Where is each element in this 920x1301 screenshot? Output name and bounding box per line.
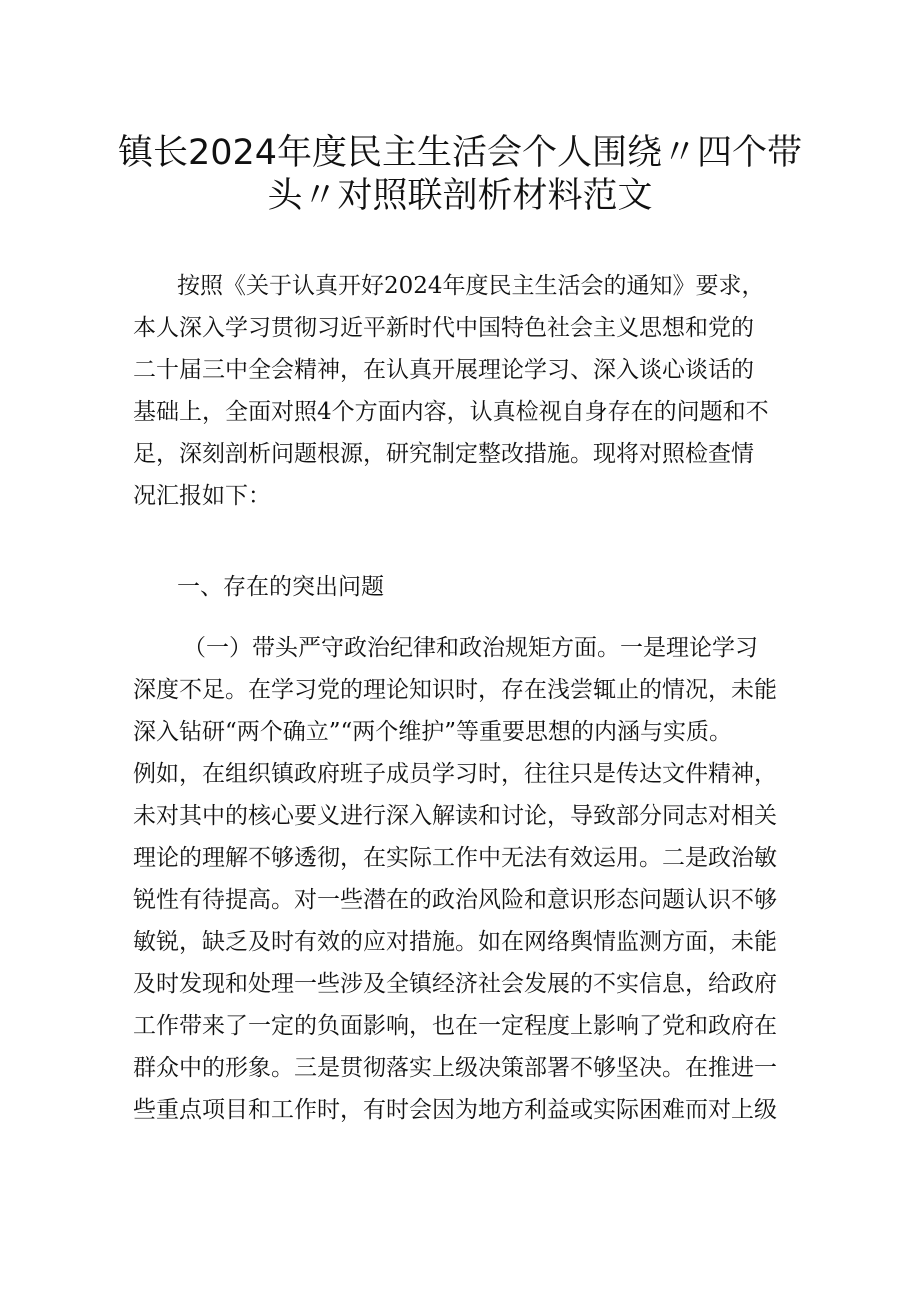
intro-line-4: 基础上，全面对照4个方面内容，认真检视自身存在的问题和不 — [133, 399, 769, 425]
intro-line-6: 况汇报如下： — [133, 483, 271, 509]
section-1-line-5: 未对其中的核心要义进行深入解读和讨论，导致部分同志对相关 — [133, 803, 777, 829]
intro-paragraph — [133, 265, 793, 517]
intro-line-2: 本人深入学习贯彻习近平新时代中国特色社会主义思想和党的 — [133, 315, 754, 341]
section-1-line-3: 深入钻研“两个确立”“两个维护”等重要思想的内涵与实质。 — [133, 719, 733, 745]
intro-line-1: 按照《关于认真开好2024年度民主生活会的通知》要求， — [177, 273, 765, 299]
section-1-line-8: 敏锐，缺乏及时有效的应对措施。如在网络舆情监测方面，未能 — [133, 929, 777, 955]
document-title-line-1: 镇长2024年度民主生活会个人围绕〃四个带 — [117, 133, 803, 173]
section-1-line-2: 深度不足。在学习党的理论知识时，存在浅尝辄止的情况，未能 — [133, 677, 777, 703]
intro-line-3: 二十届三中全会精神，在认真开展理论学习、深入谈心谈话的 — [133, 357, 754, 383]
section-1-line-12: 些重点项目和工作时，有时会因为地方利益或实际困难而对上级 — [133, 1097, 777, 1123]
section-1-line-6: 理论的理解不够透彻，在实际工作中无法有效运用。二是政治敏 — [133, 845, 777, 871]
intro-line-5: 足，深刻剖析问题根源，研究制定整改措施。现将对照检查情 — [133, 441, 754, 467]
section-heading — [133, 566, 793, 608]
section-1-line-4: 例如，在组织镇政府班子成员学习时，往往只是传达文件精神， — [133, 761, 777, 787]
section-1-line-11: 群众中的形象。三是贯彻落实上级决策部署不够坚决。在推进一 — [133, 1055, 777, 1081]
section-1-paragraph — [133, 627, 793, 1131]
section-1-line-9: 及时发现和处理一些涉及全镇经济社会发展的不实信息，给政府 — [133, 971, 777, 997]
section-1-line-10: 工作带来了一定的负面影响，也在一定程度上影响了党和政府在 — [133, 1013, 777, 1039]
section-1-line-7: 锐性有待提高。对一些潜在的政治风险和意识形态问题认识不够 — [133, 887, 777, 913]
section-heading-text: 一、存在的突出问题 — [177, 574, 384, 600]
section-1-line-1: （一）带头严守政治纪律和政治规矩方面。一是理论学习 — [183, 635, 758, 661]
document-title-line-2: 头〃对照联剖析材料范文 — [267, 176, 653, 216]
